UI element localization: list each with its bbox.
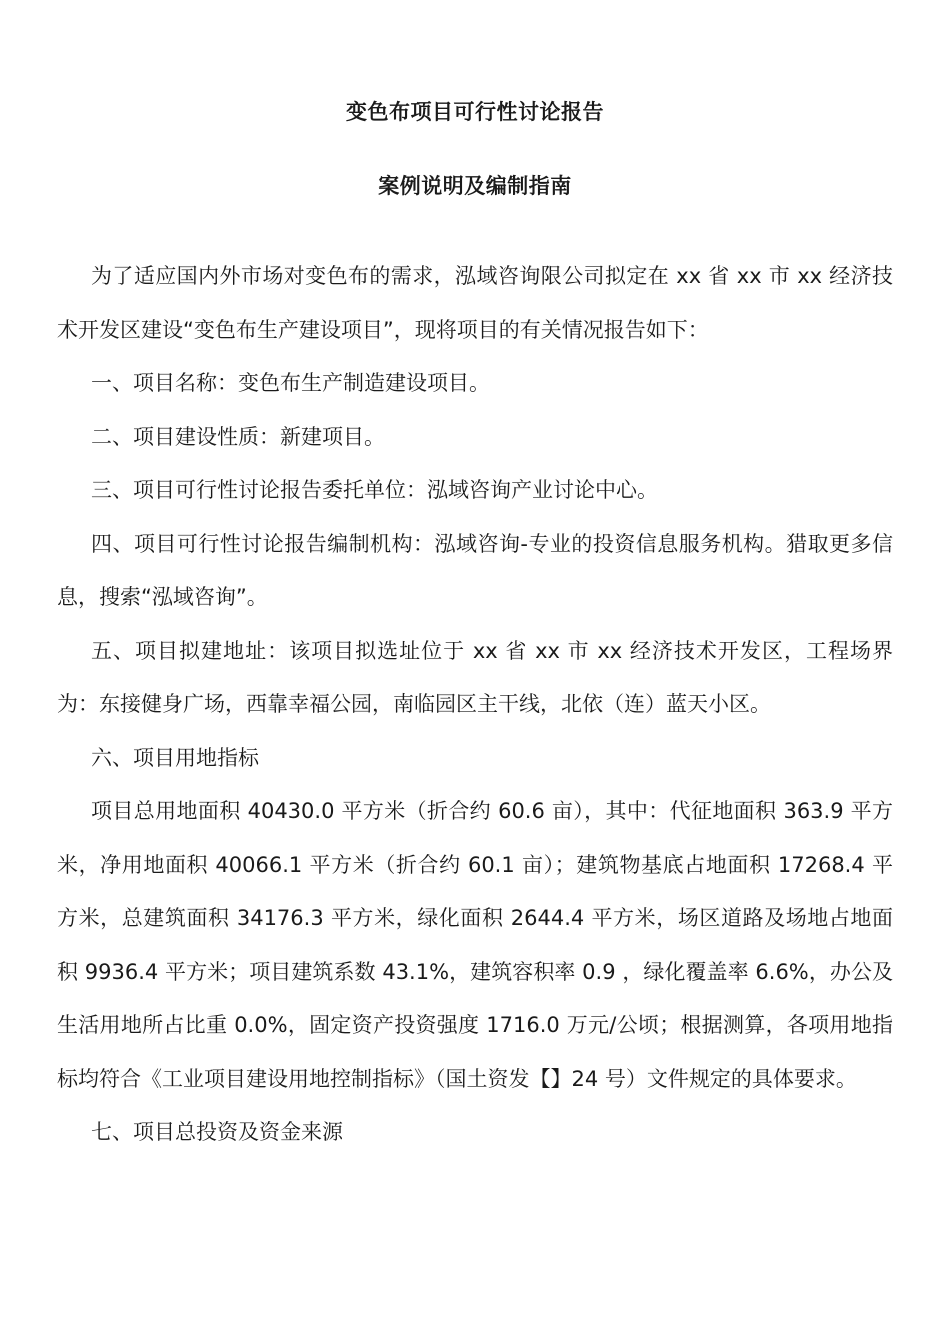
paragraph-commissioning-unit: 三、项目可行性讨论报告委托单位：泓域咨询产业讨论中心。 bbox=[91, 478, 658, 502]
paragraph-project-nature: 二、项目建设性质：新建项目。 bbox=[91, 424, 385, 449]
document-title: 变色布项目可行性讨论报告 bbox=[346, 100, 604, 124]
paragraph-compiling-agency: 四、项目可行性讨论报告编制机构：泓域咨询-专业的投资信息服务机构。猎取更多信息，搜索“泓域咨询”。 bbox=[57, 531, 893, 609]
paragraph-project-name: 一、项目名称：变色布生产制造建设项目。 bbox=[91, 371, 490, 395]
paragraph-intro: 为了适应国内外市场对变色布的需求，泓域咨询限公司拟定在 xx 省 xx 市 xx 经济技术开发区建设“变色布生产建设项目”，现将项目的有关情况报告如下： bbox=[57, 264, 893, 342]
document-subtitle: 案例说明及编制指南 bbox=[378, 174, 572, 198]
paragraph-project-address: 五、项目拟建地址：该项目拟选址位于 xx 省 xx 市 xx 经济技术开发区，工程场界为：东接健身广场，西靠幸福公园，南临园区主干线，北依（连）蓝天小区。 bbox=[57, 638, 893, 716]
paragraph-land-indicators: 项目总用地面积 40430.0 平方米（折合约 60.6 亩），其中：代征地面积 363.9 平方米，净用地面积 40066.1 平方米（折合约 60.1 亩）；建筑物基底占地面积 17268.4 平方米，总建筑面积 34176.3 平方米，绿化面积 2644.4 平方米，场区道路及场地占地面积 9936.4 平方米；项目建筑系数 43.1%，建筑容积率 0.9 ，绿化覆盖率 6.6%，办公及生活用地所占比重 0.0%，固定资产投资强度 1716.0 万元/公顷；根据测算，各项用地指标均符合《工业项目建设用地控制指标》（国土资发【】24 号）文件规定的具体要求。 bbox=[57, 799, 893, 1091]
paragraph-land-indicators-heading: 六、项目用地指标 bbox=[91, 745, 259, 770]
paragraph-investment-heading: 七、项目总投资及资金来源 bbox=[91, 1120, 343, 1144]
document-body bbox=[57, 250, 893, 1160]
